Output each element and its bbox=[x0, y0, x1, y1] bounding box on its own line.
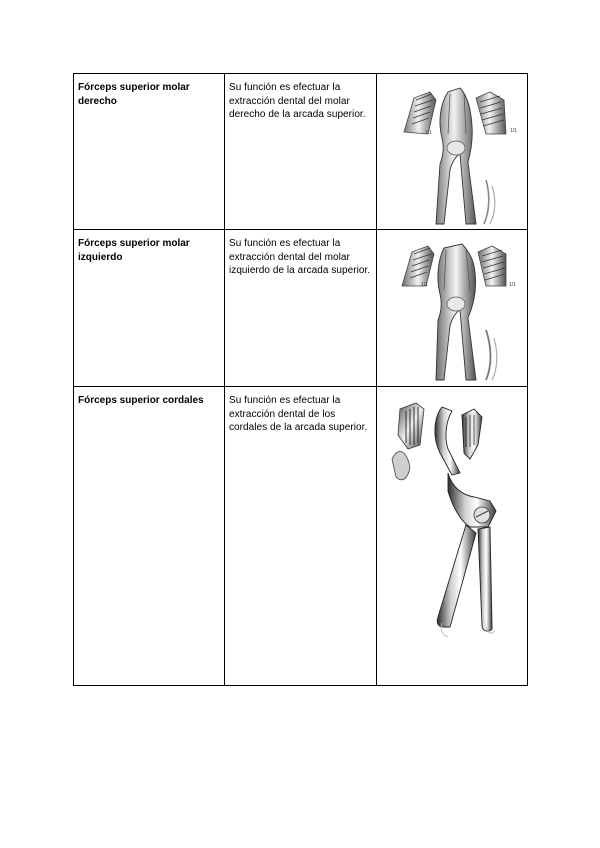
description-cell bbox=[225, 74, 377, 230]
name-cell bbox=[74, 387, 225, 686]
label-left: 1/1 bbox=[425, 130, 432, 136]
illustration-cell bbox=[377, 387, 528, 686]
table-row bbox=[74, 74, 528, 230]
illustration-cell bbox=[377, 74, 528, 230]
instrument-description: Su función es efectuar la extracción dental del molar derecho de la arcada superior. bbox=[229, 82, 366, 120]
table-row bbox=[74, 230, 528, 387]
instrument-description: Su función es efectuar la extracción dental de los cordales de la arcada superior. bbox=[229, 395, 368, 433]
forceps-table bbox=[73, 73, 528, 686]
label-left: 1/1 bbox=[421, 282, 428, 288]
name-cell bbox=[74, 74, 225, 230]
upper-third-molar-forceps-illustration bbox=[378, 387, 526, 685]
instrument-name: Fórceps superior molar izquierdo bbox=[78, 238, 190, 263]
instrument-name: Fórceps superior molar derecho bbox=[78, 82, 190, 107]
upper-left-molar-forceps-illustration bbox=[378, 230, 526, 386]
label-right: 1/1 bbox=[510, 128, 517, 134]
name-cell bbox=[74, 230, 225, 387]
illustration-cell bbox=[377, 230, 528, 387]
instrument-name: Fórceps superior cordales bbox=[78, 395, 204, 406]
label-right: 1/1 bbox=[509, 282, 516, 288]
table-row bbox=[74, 387, 528, 686]
description-cell bbox=[225, 387, 377, 686]
upper-right-molar-forceps-illustration bbox=[378, 74, 526, 229]
description-cell bbox=[225, 230, 377, 387]
instrument-description: Su función es efectuar la extracción dental del molar izquierdo de la arcada superior. bbox=[229, 238, 371, 276]
